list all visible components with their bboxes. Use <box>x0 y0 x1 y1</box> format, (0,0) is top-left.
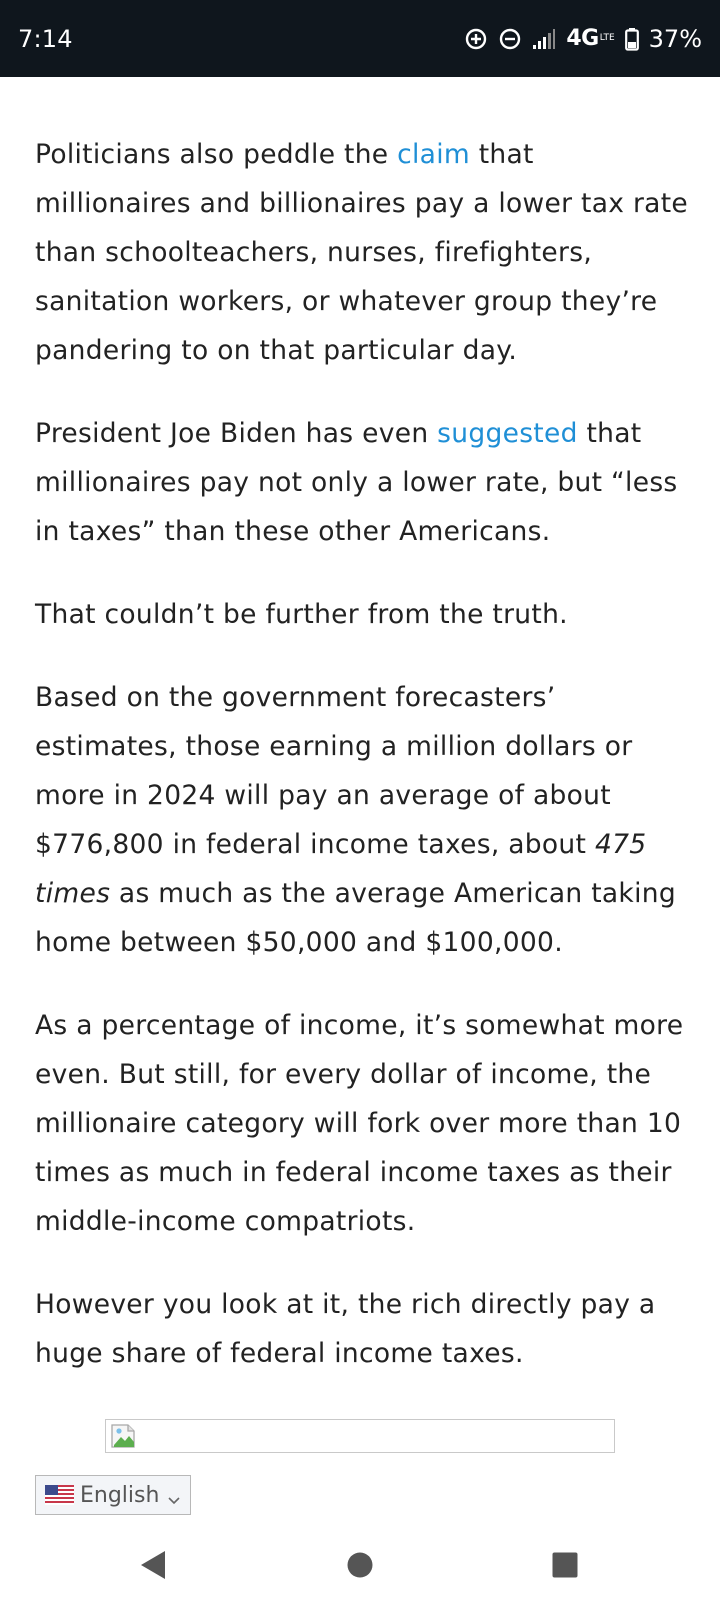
network-sub-label: LTE <box>599 33 615 43</box>
recents-square-icon <box>551 1551 579 1579</box>
do-not-disturb-icon <box>498 27 522 51</box>
paragraph-text: Based on the government forecasters’ estimates, those earning a million dollars or more in 2024 will pay an average of about $776,800 in federal income taxes, about <box>35 682 633 860</box>
article-paragraph: As a percentage of income, it’s somewhat more even. But still, for every dollar of income, the millionaire category will fork over more than 10 times as much in federal income taxes as their middle-income compatriots. <box>35 1010 684 1237</box>
chevron-down-icon <box>167 1488 181 1502</box>
article-paragraph: That couldn’t be further from the truth. <box>35 599 568 630</box>
paragraph-text: President Joe Biden has even <box>35 418 438 449</box>
article-paragraph <box>35 673 695 967</box>
paragraph-text: that millionaires pay not only a lower rate, but “less in taxes” than these other Americans. <box>35 418 678 547</box>
emphasis-text: 475 times <box>35 829 647 909</box>
network-label: 4G <box>566 26 599 51</box>
back-triangle-icon <box>138 1549 168 1581</box>
data-saver-icon <box>464 27 488 51</box>
embedded-image[interactable] <box>105 1419 615 1453</box>
suggested-link[interactable]: suggested <box>437 418 578 449</box>
language-selector[interactable] <box>35 1475 191 1515</box>
status-time: 7:14 <box>18 24 73 53</box>
claim-link[interactable]: claim <box>397 139 470 170</box>
status-icons <box>464 25 702 53</box>
system-nav-bar <box>0 1530 720 1600</box>
battery-percent: 37% <box>648 24 702 53</box>
article-paragraph <box>35 130 695 375</box>
status-bar <box>0 0 720 77</box>
network-type <box>566 26 614 51</box>
paragraph-text: that millionaires and billionaires pay a lower tax rate than schoolteachers, nurses, firefighters, sanitation workers, or whatever group they’re pandering to on that particular day. <box>35 139 688 366</box>
broken-image-icon <box>110 1423 136 1449</box>
article-body <box>35 130 695 1412</box>
article-paragraph <box>35 409 695 556</box>
article-paragraph: However you look at it, the rich directly pay a huge share of federal income taxes. <box>35 1289 656 1369</box>
home-circle-icon <box>346 1551 374 1579</box>
paragraph-text: Politicians also peddle the <box>35 139 398 170</box>
home-button[interactable] <box>337 1542 383 1588</box>
language-label: English <box>80 1482 160 1508</box>
us-flag-icon <box>45 1485 74 1505</box>
recents-button[interactable] <box>542 1542 588 1588</box>
back-button[interactable] <box>130 1542 176 1588</box>
signal-icon <box>532 28 556 50</box>
battery-icon <box>625 27 639 51</box>
paragraph-text: as much as the average American taking home between $50,000 and $100,000. <box>35 878 676 958</box>
